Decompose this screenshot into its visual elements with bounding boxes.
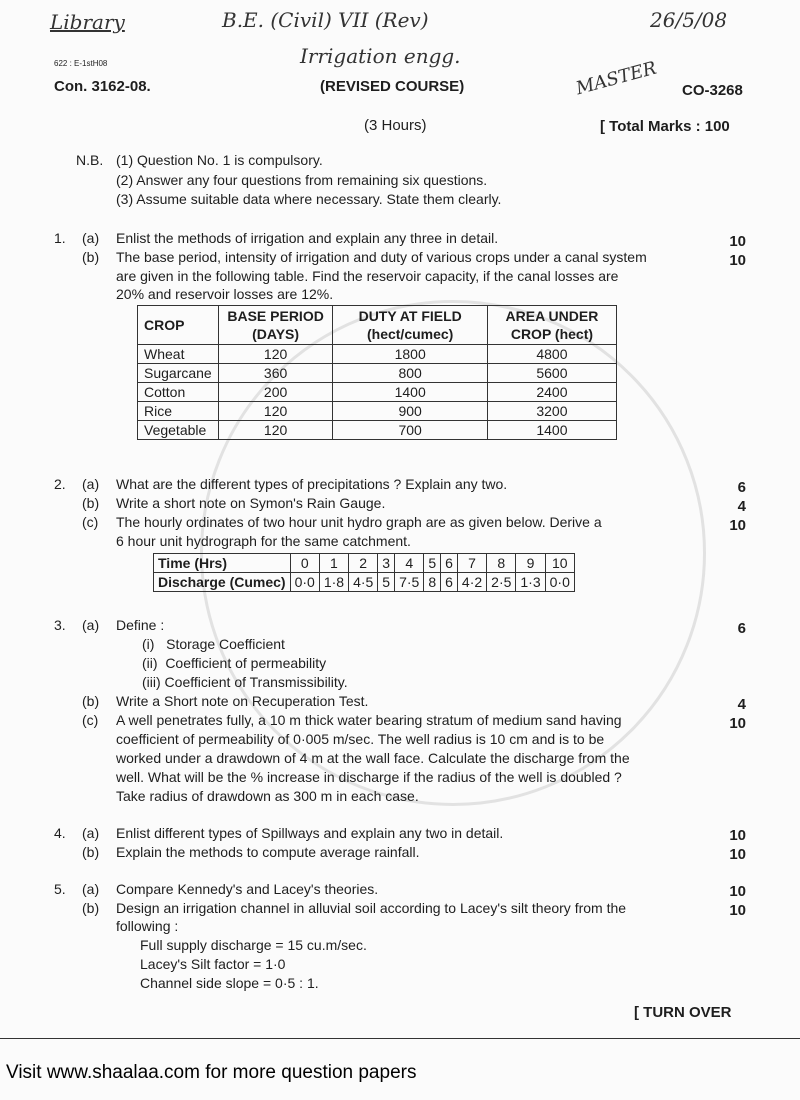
table-cell: 0·0	[545, 573, 574, 592]
handwritten-date: 26/5/08	[650, 8, 728, 32]
nb-label: N.B.	[76, 152, 104, 168]
co-number: CO-3268	[682, 82, 743, 99]
question-text: are given in the following table. Find the reservoir capacity, if the canal losses are	[116, 268, 619, 284]
row-header: Time (Hrs)	[154, 554, 291, 573]
question-text: coefficient of permeability of 0·005 m/sec. The well radius is 10 cm and is to be	[116, 731, 605, 747]
definition-item: (iii) Coefficient of Transmissibility.	[142, 674, 348, 690]
question-text: A well penetrates fully, a 10 m thick water bearing stratum of medium sand having	[116, 712, 622, 728]
marks: 4	[737, 498, 746, 515]
table-cell: 1800	[333, 345, 487, 364]
table-cell: 120	[218, 421, 333, 440]
table-cell: 6	[441, 573, 458, 592]
marks: 10	[729, 883, 746, 900]
table-cell: 7	[457, 554, 486, 573]
table-cell: 6	[441, 554, 458, 573]
marks: 10	[729, 846, 746, 863]
table-cell: 360	[218, 364, 333, 383]
footer-link[interactable]: Visit www.shaalaa.com for more question papers	[6, 1062, 417, 1083]
table-cell: 800	[333, 364, 487, 383]
table-cell: 2400	[487, 383, 616, 402]
nb-item: (2) Answer any four questions from remaining six questions.	[116, 172, 488, 188]
table-cell: 4·2	[457, 573, 486, 592]
question-text: 6 hour unit hydrograph for the same catchment.	[116, 533, 411, 549]
part-label: (b)	[82, 900, 100, 916]
table-cell: 7·5	[395, 573, 424, 592]
table-cell: 2	[349, 554, 378, 573]
table-cell: 1·8	[319, 573, 348, 592]
table-cell: 1400	[487, 421, 616, 440]
table-cell: 700	[333, 421, 487, 440]
given-data: Lacey's Silt factor = 1·0	[140, 956, 286, 972]
table-cell: 9	[516, 554, 545, 573]
question-text: The base period, intensity of irrigation and duty of various crops under a canal system	[116, 249, 647, 265]
question-text: following :	[116, 918, 179, 934]
handwritten-course: B.E. (Civil) VII (Rev)	[222, 8, 429, 32]
table-cell: Wheat	[138, 345, 219, 364]
given-data: Channel side slope = 0·5 : 1.	[140, 975, 319, 991]
handwritten-library: Library	[50, 10, 125, 34]
definition-item: (i) Storage Coefficient	[142, 636, 285, 652]
question-number: 5.	[54, 881, 66, 897]
question-text: Explain the methods to compute average rainfall.	[116, 844, 420, 860]
handwritten-signature: MASTER	[573, 57, 659, 100]
question-text: worked under a drawdown of 4 m at the wall face. Calculate the discharge from the	[116, 750, 630, 766]
table-cell: 3	[378, 554, 395, 573]
hydrograph-table	[153, 553, 575, 592]
table-cell: 1·3	[516, 573, 545, 592]
question-text: Take radius of drawdown as 300 m in each case.	[116, 788, 419, 804]
table-cell: Sugarcane	[138, 364, 219, 383]
paper-code: 622 : E-1stH08	[54, 59, 108, 68]
handwritten-subject: Irrigation engg.	[300, 44, 461, 68]
question-number: 4.	[54, 825, 66, 841]
table-row	[138, 364, 617, 383]
part-label: (b)	[82, 249, 100, 265]
question-text: Design an irrigation channel in alluvial soil according to Lacey's silt theory from the	[116, 900, 627, 916]
turn-over: [ TURN OVER	[634, 1004, 732, 1021]
table-cell: 5	[424, 554, 441, 573]
table-cell: 1	[319, 554, 348, 573]
table-cell: 120	[218, 345, 333, 364]
question-text: well. What will be the % increase in discharge if the radius of the well is doubled ?	[116, 769, 622, 785]
table-cell: 8	[424, 573, 441, 592]
nb-item: (1) Question No. 1 is compulsory.	[116, 152, 323, 168]
footer-divider	[0, 1038, 800, 1039]
table-cell: 5600	[487, 364, 616, 383]
definition-item: (ii) Coefficient of permeability	[142, 655, 327, 671]
table-cell: 5	[378, 573, 395, 592]
table-cell: 4·5	[349, 573, 378, 592]
nb-item: (3) Assume suitable data where necessary. State them clearly.	[116, 191, 502, 207]
part-label: (a)	[82, 230, 100, 246]
duration: (3 Hours)	[364, 117, 427, 134]
table-cell: Rice	[138, 402, 219, 421]
marks: 10	[729, 252, 746, 269]
table-cell: 200	[218, 383, 333, 402]
table-cell: 3200	[487, 402, 616, 421]
table-cell: Cotton	[138, 383, 219, 402]
question-text: Compare Kennedy's and Lacey's theories.	[116, 881, 379, 897]
question-number: 3.	[54, 617, 66, 633]
question-text: Define :	[116, 617, 165, 633]
table-cell: 2·5	[487, 573, 516, 592]
question-text: 20% and reservoir losses are 12%.	[116, 286, 334, 302]
revised-course: (REVISED COURSE)	[320, 78, 465, 95]
table-row	[138, 421, 617, 440]
question-number: 1.	[54, 230, 66, 246]
marks: 6	[737, 620, 746, 637]
table-cell: 120	[218, 402, 333, 421]
column-header: DUTY AT FIELD (hect/cumec)	[333, 306, 487, 345]
marks: 10	[729, 827, 746, 844]
question-text: Write a short note on Symon's Rain Gauge.	[116, 495, 386, 511]
table-cell: 8	[487, 554, 516, 573]
table-row	[138, 402, 617, 421]
question-number: 2.	[54, 476, 66, 492]
given-data: Full supply discharge = 15 cu.m/sec.	[140, 937, 367, 953]
column-header: CROP	[138, 306, 219, 345]
question-text: Enlist the methods of irrigation and explain any three in detail.	[116, 230, 499, 246]
marks: 10	[729, 233, 746, 250]
total-marks: [ Total Marks : 100	[600, 118, 730, 135]
table-cell: 4800	[487, 345, 616, 364]
part-label: (c)	[82, 514, 99, 530]
question-text: Write a Short note on Recuperation Test.	[116, 693, 369, 709]
table-cell: 1400	[333, 383, 487, 402]
marks: 4	[737, 696, 746, 713]
marks: 6	[737, 479, 746, 496]
row-header: Discharge (Cumec)	[154, 573, 291, 592]
table-cell: 0	[290, 554, 319, 573]
table-row	[138, 383, 617, 402]
question-text: What are the different types of precipitations ? Explain any two.	[116, 476, 508, 492]
part-label: (a)	[82, 881, 100, 897]
part-label: (b)	[82, 693, 100, 709]
part-label: (b)	[82, 844, 100, 860]
column-header: BASE PERIOD (DAYS)	[218, 306, 333, 345]
table-row	[138, 345, 617, 364]
part-label: (c)	[82, 712, 99, 728]
marks: 10	[729, 517, 746, 534]
part-label: (a)	[82, 617, 100, 633]
question-text: The hourly ordinates of two hour unit hydro graph are as given below. Derive a	[116, 514, 602, 530]
table-cell: 900	[333, 402, 487, 421]
con-number: Con. 3162-08.	[54, 78, 151, 95]
question-text: Enlist different types of Spillways and explain any two in detail.	[116, 825, 504, 841]
table-cell: 4	[395, 554, 424, 573]
table-cell: Vegetable	[138, 421, 219, 440]
column-header: AREA UNDER CROP (hect)	[487, 306, 616, 345]
marks: 10	[729, 715, 746, 732]
part-label: (a)	[82, 476, 100, 492]
table-cell: 10	[545, 554, 574, 573]
crop-table	[137, 305, 617, 440]
part-label: (b)	[82, 495, 100, 511]
table-cell: 0·0	[290, 573, 319, 592]
marks: 10	[729, 902, 746, 919]
part-label: (a)	[82, 825, 100, 841]
